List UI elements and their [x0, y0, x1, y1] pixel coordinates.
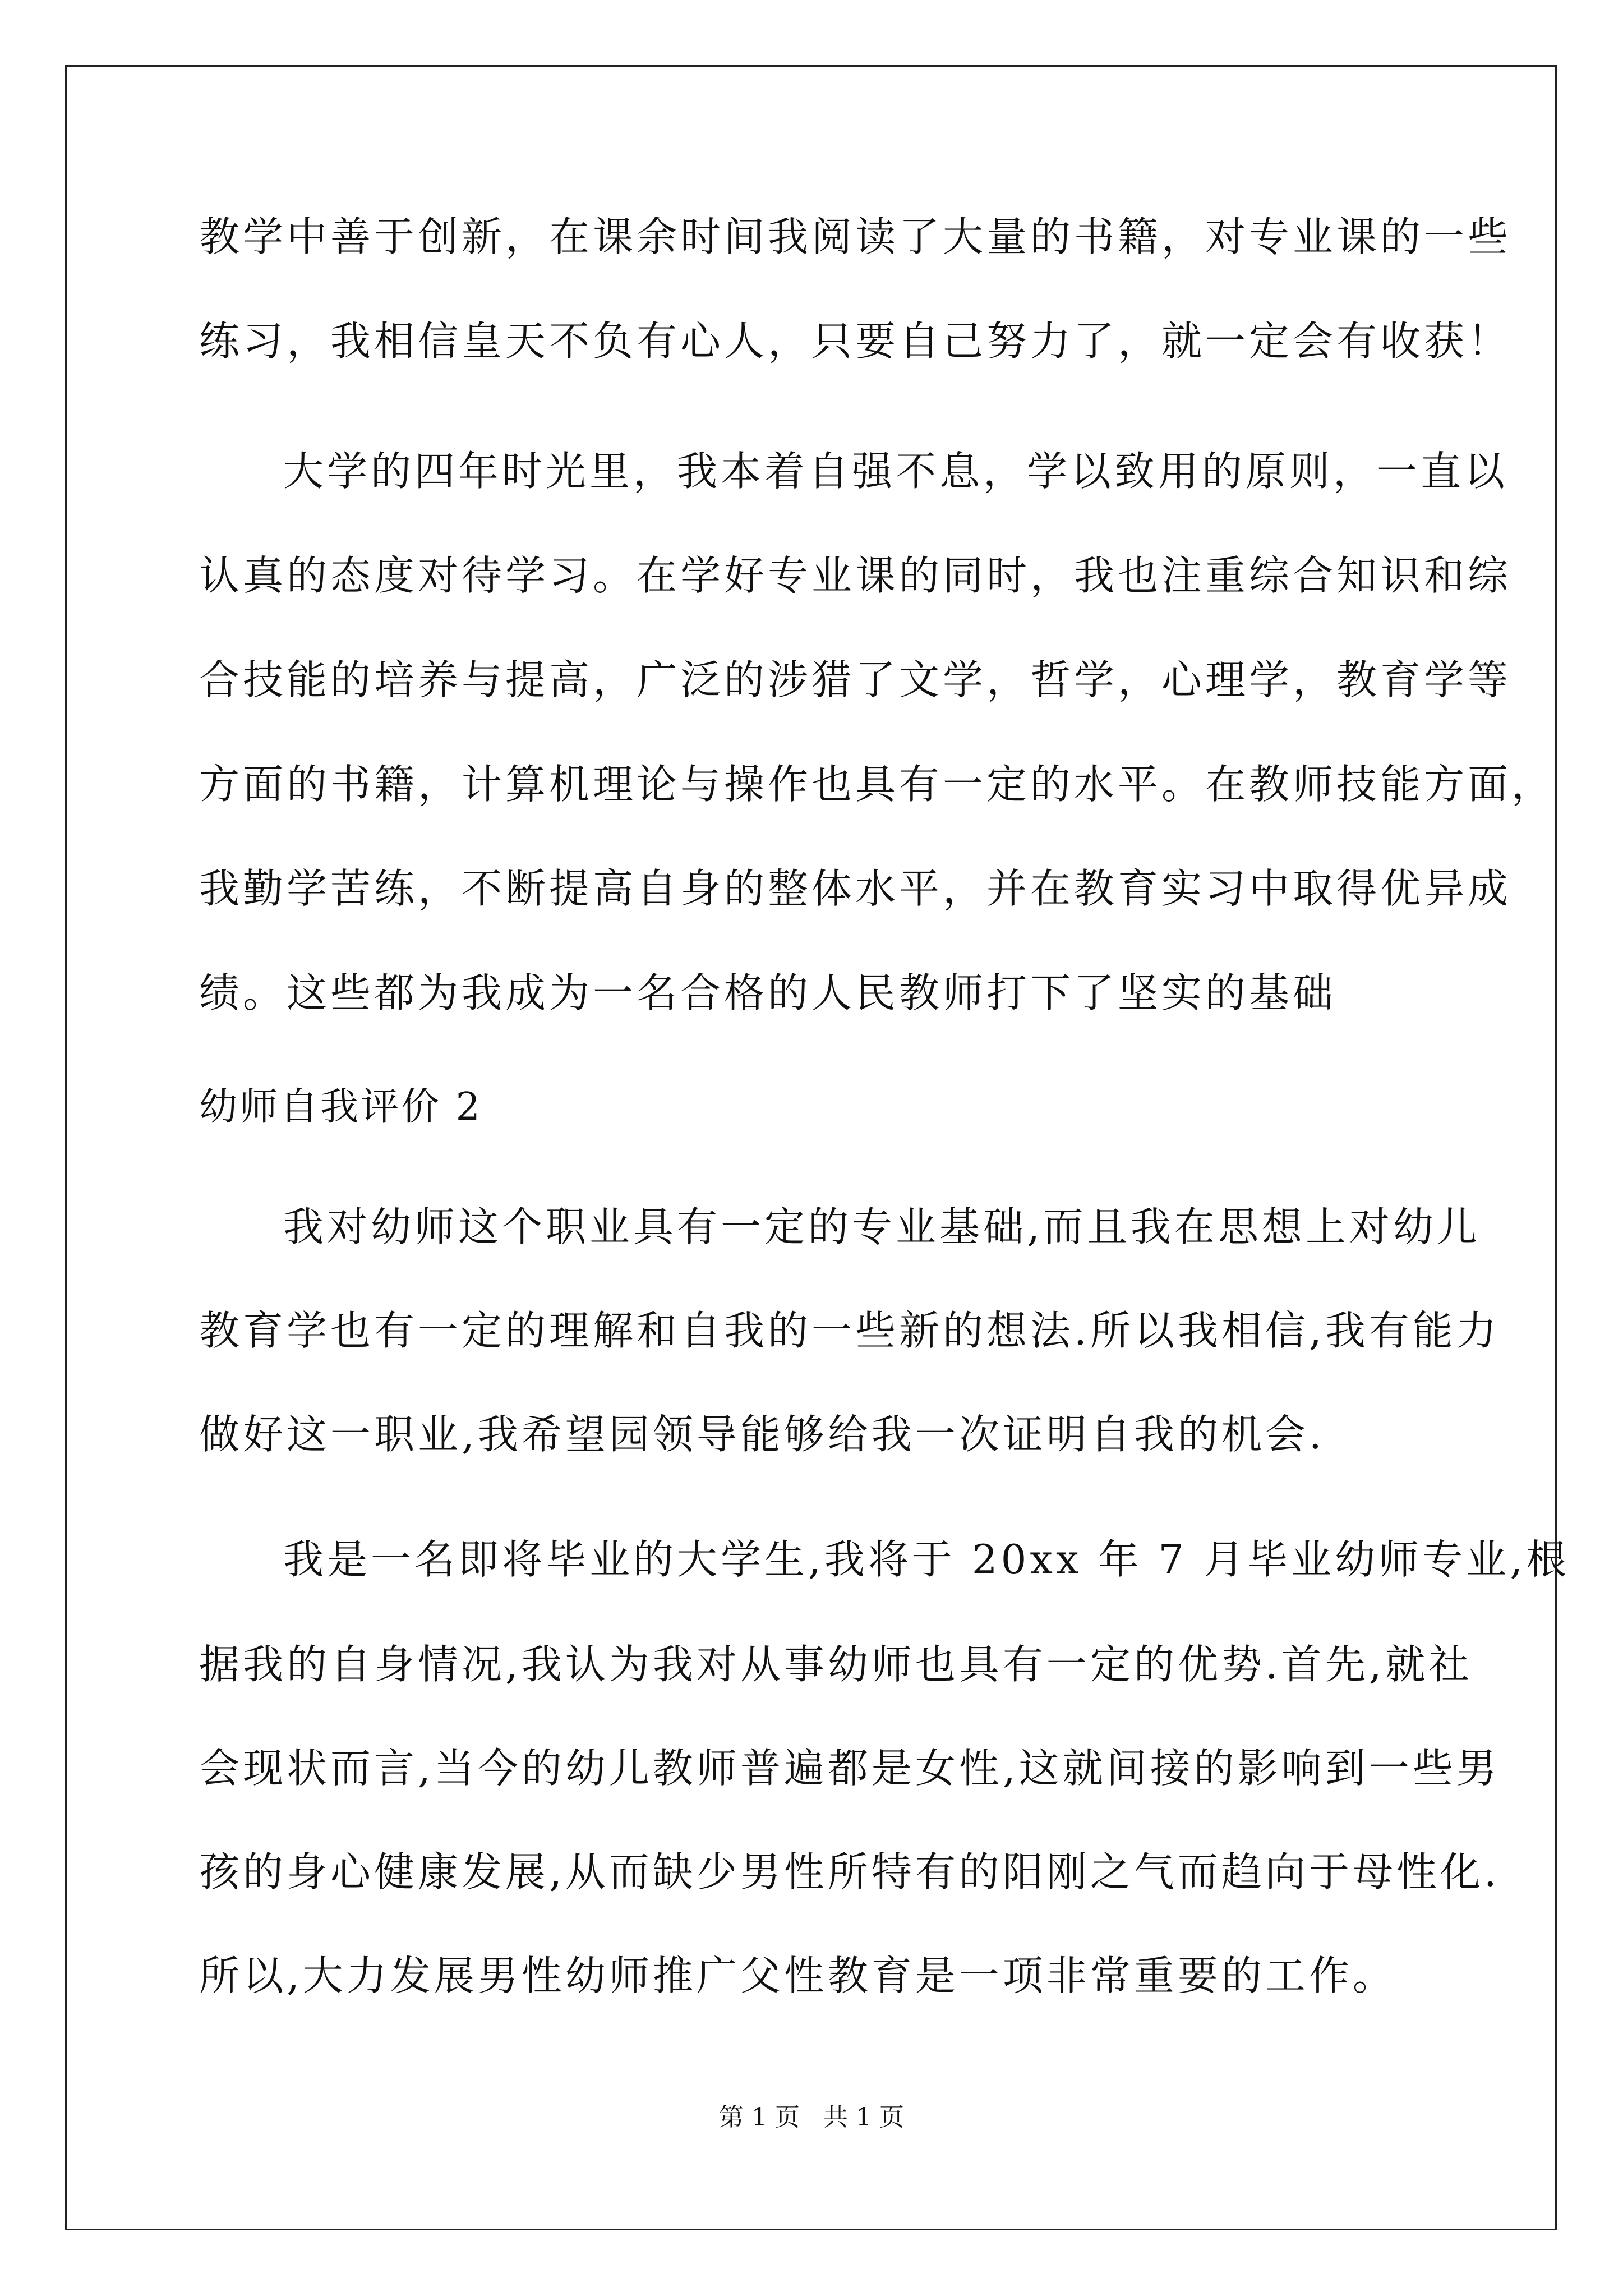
paragraph-first-line: 我是一名即将毕业的大学生,我将于 20xx 年 7 月毕业幼师专业,根 — [283, 1536, 1570, 1583]
text-line: 方面的书籍，计算机理论与操作也具有一定的水平。在教师技能方面， — [199, 761, 1556, 808]
text-line: 孩的身心健康发展,从而缺少男性所特有的阳刚之气而趋向于母性化. — [199, 1848, 1500, 1895]
text-line: 所以,大力发展男性幼师推广父性教育是一项非常重要的工作。 — [199, 1952, 1396, 1999]
paragraph-first-line: 大学的四年时光里，我本着自强不息，学以致用的原则，一直以 — [283, 448, 1509, 495]
text-line: 教学中善于创新，在课余时间我阅读了大量的书籍，对专业课的一些 — [199, 213, 1512, 260]
text-line: 做好这一职业,我希望园领导能够给我一次证明自我的机会. — [199, 1411, 1325, 1458]
page-number-footer: 第 1 页 共 1 页 — [719, 2103, 904, 2132]
page-frame — [65, 65, 1557, 2230]
paragraph-first-line: 我对幼师这个职业具有一定的专业基础,而且我在思想上对幼儿 — [283, 1203, 1481, 1250]
text-line: 教育学也有一定的理解和自我的一些新的想法.所以我相信,我有能力 — [199, 1307, 1500, 1354]
text-line: 会现状而言,当今的幼儿教师普遍都是女性,这就间接的影响到一些男 — [199, 1745, 1500, 1792]
text-line: 练习，我相信皇天不负有心人，只要自己努力了，就一定会有收获！ — [199, 318, 1512, 365]
text-line: 合技能的培养与提高，广泛的涉猎了文学，哲学，心理学，教育学等 — [199, 656, 1512, 703]
text-line: 认真的态度对待学习。在学好专业课的同时，我也注重综合知识和综 — [199, 552, 1512, 599]
text-line: 据我的自身情况,我认为我对从事幼师也具有一定的优势.首先,就社 — [199, 1641, 1473, 1688]
text-line: 我勤学苦练，不断提高自身的整体水平，并在教育实习中取得优异成 — [199, 865, 1512, 912]
text-line: 绩。这些都为我成为一名合格的人民教师打下了坚实的基础 — [199, 969, 1337, 1016]
section-heading: 幼师自我评价 2 — [199, 1085, 482, 1129]
